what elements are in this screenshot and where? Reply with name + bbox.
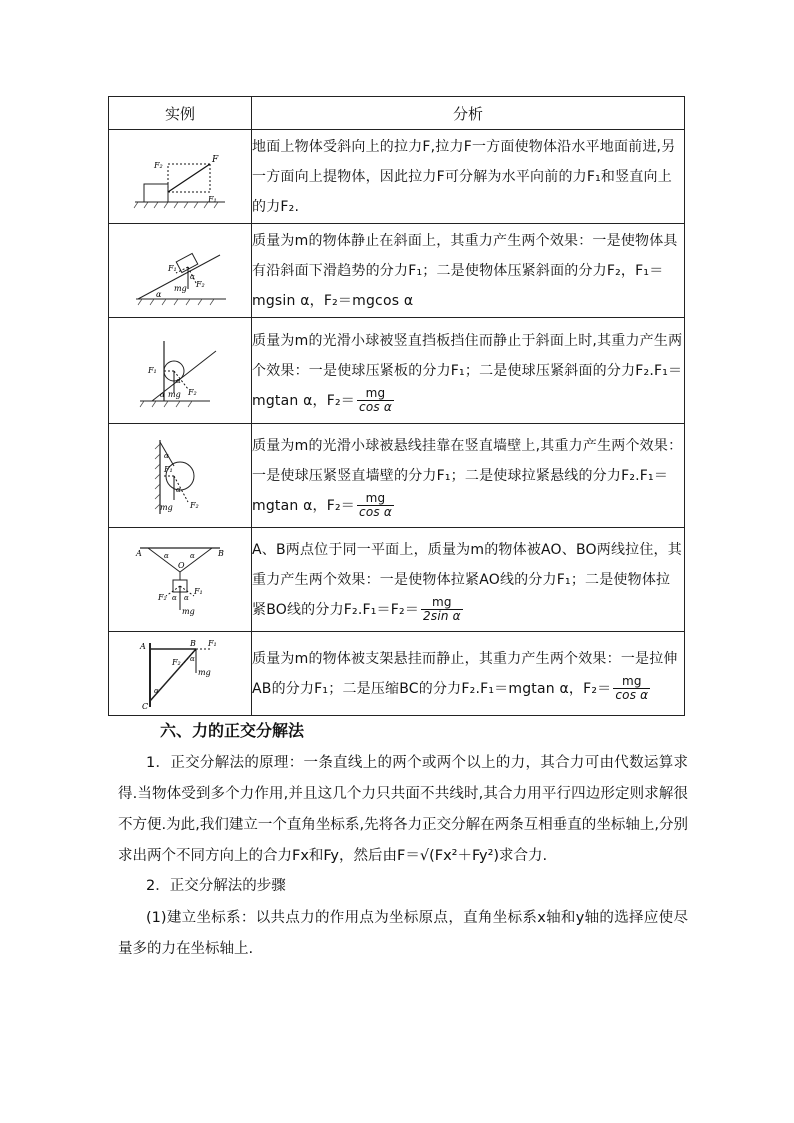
svg-text:mg: mg (182, 606, 195, 616)
analysis-cell: 质量为m的光滑小球被竖直挡板挡住而静止于斜面上时,其重力产生两个效果：一是使球压紧板的分力F₁；二是使球压紧斜面的分力F₂.F₁＝mgtan α，F₂＝ $\frac{mg}{\text{cos α}}$ (252, 318, 685, 424)
table-header-row (109, 97, 685, 130)
svg-text:F₂: F₂ (172, 657, 181, 667)
svg-text:F₂: F₂ (188, 387, 197, 397)
section-heading: 六、力的正交分解法 (160, 721, 305, 740)
svg-text:A: A (140, 641, 146, 651)
svg-text:C: C (142, 701, 149, 711)
svg-text:α: α (156, 289, 162, 299)
analysis-cell: 质量为m的光滑小球被悬线挂靠在竖直墙壁上,其重力产生两个效果：一是使球压紧竖直墙壁的分力F₁；二是使球拉紧悬线的分力F₂.F₁＝mgtan α，F₂＝ $\frac{mg}{\text{cos α}}$ (252, 424, 685, 528)
table-row (109, 224, 685, 318)
header-analysis: 分析 (252, 97, 685, 130)
fraction: $\frac{mg}{\text{cos α}}$ (359, 491, 392, 519)
fraction: $\frac{mg}{\text{cos α}}$ (359, 386, 392, 414)
decomposition-table (108, 96, 685, 716)
figure-cell (109, 224, 252, 318)
svg-text:α: α (160, 390, 165, 399)
analysis-cell: 质量为m的物体被支架悬挂而静止，其重力产生两个效果：一是拉伸AB的分力F₁；二是压缩BC的分力F₂.F₁＝mgtan α，F₂＝ $\frac{mg}{\text{cos α}}$ (252, 632, 685, 716)
svg-text:F₂: F₂ (190, 500, 199, 510)
paragraph-step-1: (1)建立坐标系：以共点力的作用点为坐标原点，直角坐标系x轴和y轴的选择应使尽量多的力在坐标轴上. (118, 910, 688, 957)
table-row (109, 318, 685, 424)
figure-incline-block (109, 233, 251, 309)
svg-text:mg: mg (198, 667, 211, 677)
svg-text:α: α (184, 593, 189, 602)
figure-pull-on-ground (109, 142, 251, 212)
analysis-cell: A、B两点位于同一平面上，质量为m的物体被AO、BO两线拉住，其重力产生两个效果：一是使物体拉紧AO线的分力F₁；二是使物体拉紧BO线的分力F₂.F₁＝F₂＝ $\frac{mg}{\text{2sin α}}$ (252, 528, 685, 632)
table-row (109, 130, 685, 224)
svg-text:mg: mg (160, 502, 173, 512)
figure-two-strings (109, 538, 251, 622)
svg-text:mg: mg (168, 389, 181, 399)
svg-text:F₂: F₂ (158, 592, 167, 602)
svg-text:F₁: F₁ (148, 365, 157, 375)
svg-text:α: α (176, 485, 181, 494)
figure-ball-wall-string (109, 434, 251, 518)
svg-text:B: B (218, 548, 224, 558)
paragraph-steps-title: 2．正交分解法的步骤 (146, 878, 286, 894)
analysis-cell: 地面上物体受斜向上的拉力F,拉力F一方面使物体沿水平地面前进,另一方面向上提物体，因此拉力F可分解为水平向前的力F₁和竖直向上的力F₂. (252, 130, 685, 224)
svg-text:α: α (164, 551, 169, 560)
figure-cell (109, 318, 252, 424)
table-row (109, 632, 685, 716)
svg-text:F₁: F₁ (208, 638, 217, 648)
paragraph-principle: 1．正交分解法的原理：一条直线上的两个或两个以上的力，其合力可由代数运算求得.当物体受到多个力作用,并且这几个力只共面不共线时,其合力用平行四边形定则求解很不方便.为此,我们建立一个直角坐标系,先将各力正交分解在两条互相垂直的坐标轴上,分别求出两个不同方向上的合力Fx和Fy，然后由F＝√(Fx²＋Fy²)求合力. (118, 755, 688, 864)
svg-text:α: α (172, 593, 177, 602)
analysis-cell: 质量为m的物体静止在斜面上，其重力产生两个效果：一是使物体具有沿斜面下滑趋势的分力F₁；二是使物体压紧斜面的分力F₂，F₁＝mgsin α，F₂＝mgcos α (252, 224, 685, 318)
svg-text:F₁: F₁ (208, 194, 217, 204)
svg-text:α: α (176, 376, 181, 385)
svg-text:α: α (190, 272, 195, 281)
svg-text:mg: mg (174, 283, 187, 293)
svg-text:F₂: F₂ (196, 279, 205, 289)
svg-text:F₁: F₁ (164, 464, 173, 474)
svg-text:α: α (164, 451, 169, 460)
label-f: F (212, 154, 219, 165)
svg-text:A: A (136, 548, 142, 558)
svg-text:B: B (190, 638, 196, 648)
fraction: $\frac{mg}{\text{cos α}}$ (615, 674, 649, 702)
fraction: $\frac{mg}{\text{2sin α}}$ (423, 595, 461, 623)
svg-text:α: α (190, 551, 195, 560)
svg-text:F₁: F₁ (194, 586, 203, 596)
figure-cell (109, 424, 252, 528)
figure-cell (109, 632, 252, 716)
table-row (109, 424, 685, 528)
table-row (109, 528, 685, 632)
svg-text:α: α (190, 654, 195, 663)
svg-text:O: O (178, 560, 185, 570)
figure-bracket (109, 637, 251, 711)
figure-ball-baffle-incline (109, 331, 251, 411)
figure-cell (109, 528, 252, 632)
svg-text:α: α (154, 686, 159, 695)
svg-text:F₁: F₁ (168, 263, 177, 273)
header-example: 实例 (109, 97, 252, 130)
svg-text:F₂: F₂ (154, 160, 163, 170)
figure-cell (109, 130, 252, 224)
